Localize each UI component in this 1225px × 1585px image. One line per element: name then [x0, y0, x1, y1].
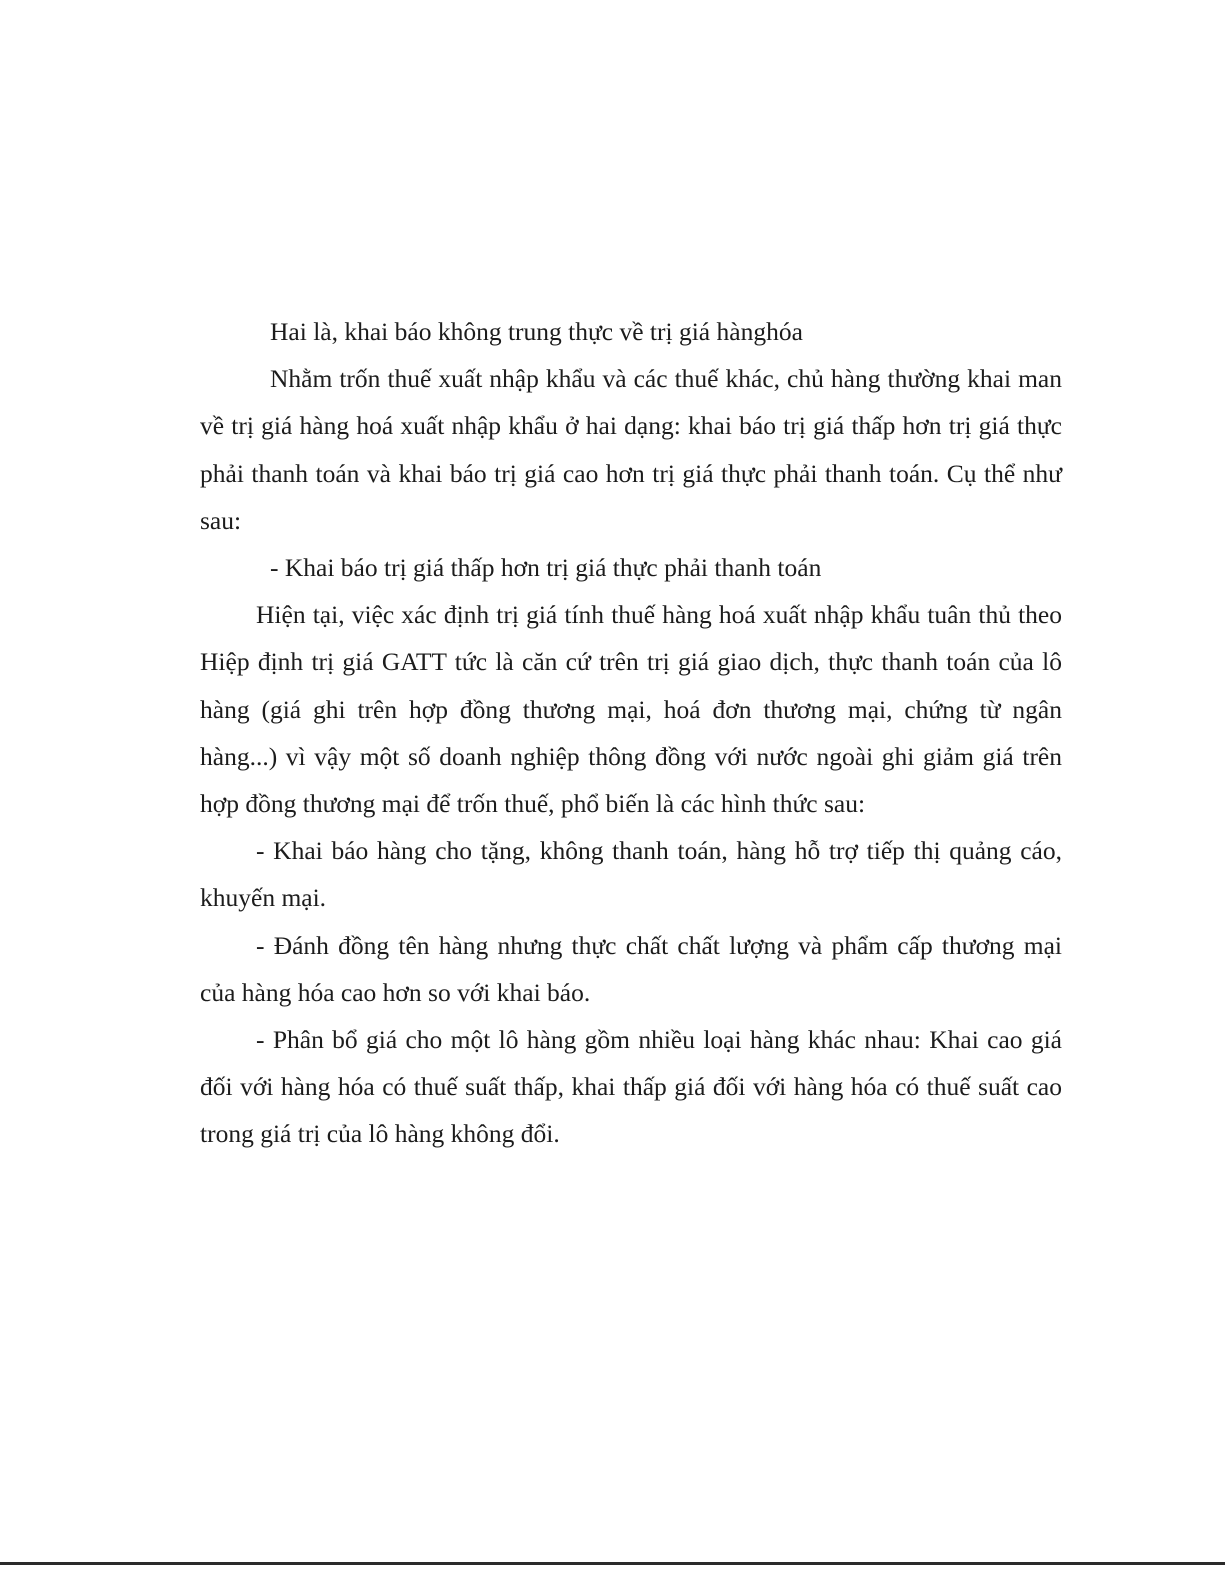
document-body [200, 308, 1062, 1158]
bullet-gift-goods: - Khai báo hàng cho tặng, không thanh toán, hàng hỗ trợ tiếp thị quảng cáo, khuyến mại. [200, 836, 1062, 913]
section-heading: Hai là, khai báo không trung thực về trị giá hànghóa [270, 317, 803, 346]
bullet-undervaluation: - Khai báo trị giá thấp hơn trị giá thực phải thanh toán [270, 553, 822, 583]
bullet-quality-misdeclaration: - Đánh đồng tên hàng nhưng thực chất chất lượng và phẩm cấp thương mại của hàng hóa cao hơn so với khai báo. [200, 930, 1062, 1007]
paragraph-intro: Nhằm trốn thuế xuất nhập khẩu và các thuế khác, chủ hàng thường khai man về trị giá hàng hoá xuất nhập khẩu ở hai dạng: khai báo trị giá thấp hơn trị giá thực phải thanh toán và khai báo trị giá cao hơn trị giá thực phải thanh toán. Cụ thể như sau: [200, 364, 1062, 535]
paragraph-gatt: Hiện tại, việc xác định trị giá tính thuế hàng hoá xuất nhập khẩu tuân thủ theo Hiệp định trị giá GATT tức là căn cứ trên trị giá giao dịch, thực thanh toán của lô hàng (giá ghi trên hợp đồng thương mại, hoá đơn thương mại, chứng từ ngân hàng...) vì vậy một số doanh nghiệp thông đồng với nước ngoài ghi giảm giá trên hợp đồng thương mại để trốn thuế, phổ biến là các hình thức sau: [200, 600, 1062, 819]
page-bottom-rule [0, 1562, 1225, 1565]
bullet-price-allocation: - Phân bổ giá cho một lô hàng gồm nhiều loại hàng khác nhau: Khai cao giá đối với hàng hóa có thuế suất thấp, khai thấp giá đối với hàng hóa có thuế suất cao trong giá trị của lô hàng không đổi. [200, 1025, 1062, 1149]
